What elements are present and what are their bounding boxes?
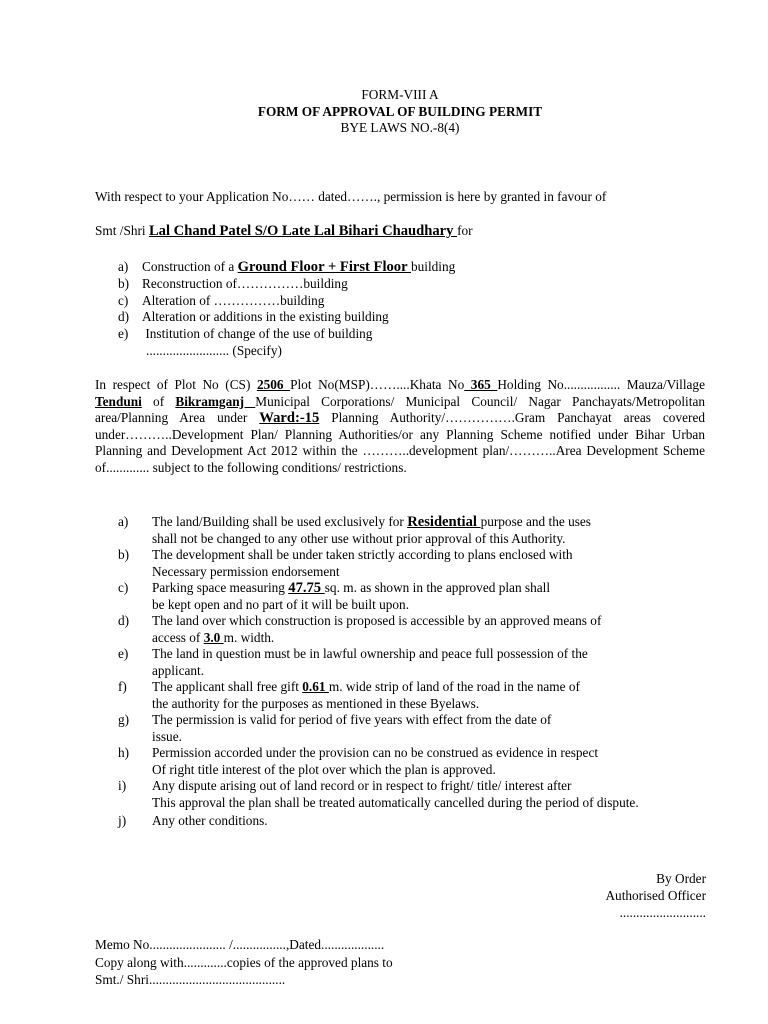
plot-text: Holding No................. Mauza/Village <box>497 377 705 392</box>
signature-dots: .......................... <box>619 905 706 920</box>
condition-item <box>118 547 718 580</box>
work-item <box>118 276 455 293</box>
authorised-officer: Authorised Officer <box>605 888 706 903</box>
work-text: Construction of a <box>142 259 238 274</box>
work-item <box>118 326 455 343</box>
block-name: Bikramganj <box>175 393 256 409</box>
condition-item <box>118 778 718 811</box>
condition-label: j) <box>118 813 127 828</box>
applicant-name: Lal Chand Patel S/O Late Lal Bihari Chaudhary <box>148 223 458 239</box>
work-text: Reconstruction of……………building <box>142 275 348 291</box>
work-label: e) <box>118 326 129 342</box>
condition-continuation: This approval the plan shall be treated automatically cancelled during the period of dispute. <box>152 794 639 810</box>
ward-number: Ward:-15 <box>259 410 320 426</box>
applicant-line <box>95 223 473 240</box>
condition-text: The development shall be under taken strictly according to plans enclosed with <box>152 547 573 562</box>
by-order: By Order <box>656 871 706 886</box>
copy-line: Copy along with.............copies of the approved plans to <box>95 955 393 970</box>
condition-item <box>118 580 718 613</box>
work-text-post: building <box>410 259 456 274</box>
work-item <box>118 309 455 326</box>
condition-continuation: Of right title interest of the plot over which the plan is approved. <box>152 761 496 777</box>
condition-text-post: sq. m. as shown in the approved plan shall <box>324 580 551 595</box>
condition-text-post: purpose and the uses <box>480 514 591 529</box>
work-label: d) <box>118 309 130 325</box>
land-use-value: Residential <box>407 514 481 530</box>
condition-text-post: m. wide strip of land of the road in the name of <box>328 679 580 694</box>
intro-text: With respect to your Application No…… dated……., permission is here by granted in favour of <box>95 189 607 204</box>
condition-text: The land/Building shall be used exclusively for <box>152 514 408 529</box>
applicant-suffix: for <box>457 223 473 238</box>
condition-item <box>118 813 718 830</box>
condition-item <box>118 679 718 712</box>
work-text: Institution of change of the use of building <box>142 326 373 342</box>
works-list <box>118 259 455 360</box>
work-item <box>118 259 455 276</box>
work-text: Alteration or additions in the existing building <box>142 309 389 325</box>
work-label: c) <box>118 292 129 308</box>
condition-continuation: Necessary permission endorsement <box>152 563 340 579</box>
work-value: Ground Floor + First Floor <box>237 259 411 275</box>
applicant-prefix: Smt /Shri <box>95 223 149 238</box>
condition-item <box>118 646 718 679</box>
condition-label: g) <box>118 712 130 727</box>
condition-continuation: access of 3.0 m. width. <box>152 629 275 645</box>
form-number: FORM-VIII A <box>361 87 439 102</box>
plot-paragraph <box>95 377 705 476</box>
conditions-list <box>118 514 718 830</box>
condition-item <box>118 712 718 745</box>
plot-text: of <box>141 393 176 409</box>
condition-label: h) <box>118 745 130 760</box>
work-item <box>118 293 455 310</box>
bye-laws-ref: BYE LAWS NO.-8(4) <box>340 120 460 135</box>
condition-continuation: applicant. <box>152 662 205 678</box>
condition-continuation: be kept open and no part of it will be built upon. <box>152 596 410 612</box>
work-item <box>118 343 455 360</box>
condition-label: e) <box>118 646 129 661</box>
condition-text: The land over which construction is proposed is accessible by an approved means of <box>152 613 602 628</box>
condition-item <box>118 613 718 646</box>
condition-text: The applicant shall free gift <box>152 679 303 694</box>
condition-continuation: issue. <box>152 728 182 744</box>
recipient-line: Smt./ Shri......................................... <box>95 972 286 987</box>
cs-plot-number: 2506 <box>256 377 291 392</box>
road-strip-width-value: 0.61 <box>302 679 329 694</box>
plot-text: Municipal Corporations/ Municipal Council/ Nagar Panchayats/Metropolitan area/Planning Area under <box>95 393 705 425</box>
condition-text: Parking space measuring <box>152 580 289 595</box>
condition-text: Any other conditions. <box>152 813 268 828</box>
form-title: FORM OF APPROVAL OF BUILDING PERMIT <box>257 104 543 119</box>
specify-text: ......................... (Specify) <box>146 342 282 358</box>
work-label: b) <box>118 275 130 291</box>
condition-item <box>118 514 718 547</box>
khata-number: 365 <box>464 377 498 392</box>
condition-label: c) <box>118 580 129 595</box>
village-name: Tenduni <box>95 393 142 409</box>
condition-label: d) <box>118 613 130 628</box>
condition-text: The land in question must be in lawful ownership and peace full possession of the <box>152 646 588 661</box>
condition-label: b) <box>118 547 130 562</box>
condition-label: a) <box>118 514 129 529</box>
parking-area-value: 47.75 <box>288 580 325 596</box>
condition-continuation: shall not be changed to any other use without prior approval of this Authority. <box>152 530 566 546</box>
plot-text: In respect of Plot No (CS) <box>95 377 257 392</box>
plot-text: Planning Authority/…………….Gram Panchayat areas covered under………..Development Plan/ Planning Authorities/or any Planning Scheme notified under Bihar Urban Planning and Development Act 2012 within the ………..development plan/………..Area Development Scheme of............. subject to the following conditions/ restrictions. <box>95 410 705 475</box>
condition-text: Any dispute arising out of land record or in respect to fright/ title/ interest after <box>152 778 572 793</box>
work-text: Alteration of ……………building <box>142 292 325 308</box>
condition-text: Permission accorded under the provision can no be construed as evidence in respect <box>152 745 599 760</box>
plot-text: Plot No(MSP)……....Khata No <box>290 377 465 392</box>
access-width-value: 3.0 <box>203 629 224 645</box>
condition-text: The permission is valid for period of five years with effect from the date of <box>152 712 552 727</box>
condition-label: f) <box>118 679 127 694</box>
memo-line: Memo No....................... /................,Dated................... <box>95 937 385 952</box>
work-label: a) <box>118 259 129 274</box>
condition-label: i) <box>118 778 127 793</box>
condition-continuation: the authority for the purposes as mentioned in these Byelaws. <box>152 695 480 711</box>
condition-item <box>118 745 718 778</box>
